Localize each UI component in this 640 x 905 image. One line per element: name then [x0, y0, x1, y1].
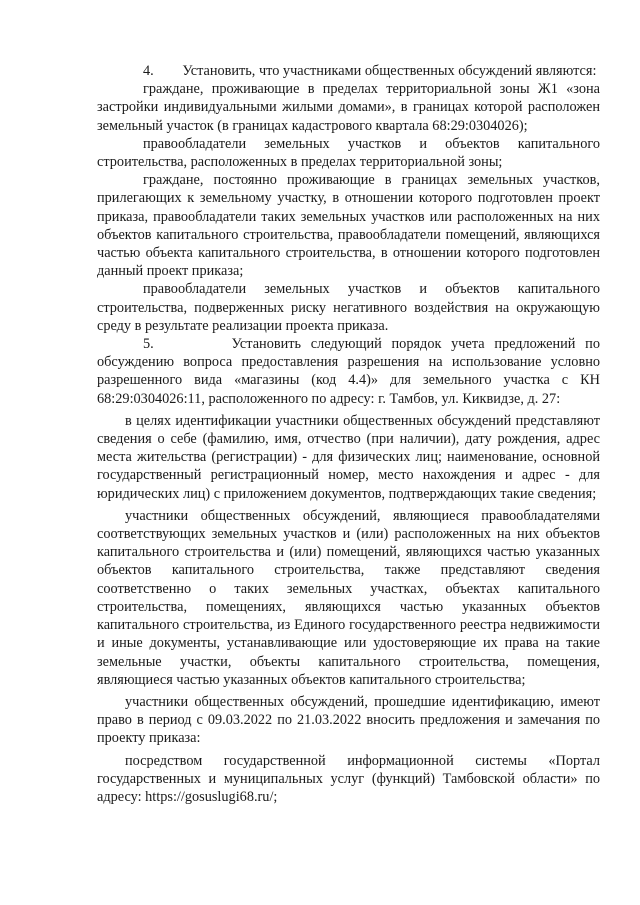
paragraph-rightholders-documents: участники общественных обсуждений, являющиеся правообладателями соответствующих земельных участков и (или) расположенных на них объектов капитального строительства и (или) помещений, являющихся частью указанных объектов капитального строительства, также представляют сведения соответственно о таких земельных участках, объектах капитального строительства, помещениях, являющихся частью указанных объектов капитального строительства, из Единого государственного реестра недвижимости и иные документы, устанавливающие или удостоверяющие их права на такие земельные участки, объекты капитального строительства, помещения, являющиеся частью указанных объектов капитального строительства;: [97, 507, 600, 688]
paragraph-environment-risk: правообладатели земельных участков и объектов капитального строительства, подверженных риску негативного воздействия на окружающую среду в результате реализации проекта приказа.: [97, 281, 600, 334]
paragraph-submission-period: участники общественных обсуждений, прошедшие идентификацию, имеют право в период с 09.03.2022 по 21.03.2022 вносить предложения и замечания по проекту приказа:: [97, 693, 600, 747]
paragraph-portal: посредством государственной информационной системы «Портал государственных и муниципальных услуг (функций) Тамбовской области» по адресу: https://gosuslugi68.ru/;: [97, 752, 600, 805]
paragraph-item-4: 4. Установить, что участниками общественных обсуждений являются:: [143, 63, 597, 79]
paragraph-residents-zone: граждане, проживающие в пределах территориальной зоны Ж1 «зона застройки индивидуальными жилыми домами», в границах которой расположен земельный участок (в границах кадастрового квартала 68:29:0304026);: [97, 81, 600, 134]
paragraph-adjacent-residents: граждане, постоянно проживающие в границах земельных участков, прилегающих к земельному участку, в отношении которого подготовлен проект приказа, правообладатели таких земельных участков или расположенных на них объектов капитального строительства, правообладатели помещений, являющихся частью объекта капитального строительства, в отношении которого подготовлен данный проект приказа;: [97, 172, 600, 280]
paragraph-identification: в целях идентификации участники общественных обсуждений представляют сведения о себе (фамилию, имя, отчество (при наличии), дату рождения, адрес места жительства (регистрации) - для физических лиц; наименование, основной государственный регистрационный номер, место нахождения и адрес - для юридических лиц) с приложением документов, подтверждающих такие сведения;: [97, 412, 600, 502]
paragraph-item-5: 5. Установить следующий порядок учета предложений по обсуждению вопроса предоставления разрешения на использование условно разрешенного вида «магазины (код 4.4)» для земельного участка с КН 68:29:0304026:11, расположенного по адресу: г. Тамбов, ул. Киквидзе, д. 27:: [97, 336, 600, 407]
paragraph-rightholders-zone: правообладатели земельных участков и объектов капитального строительства, расположенных в пределах территориальной зоны;: [97, 135, 600, 171]
